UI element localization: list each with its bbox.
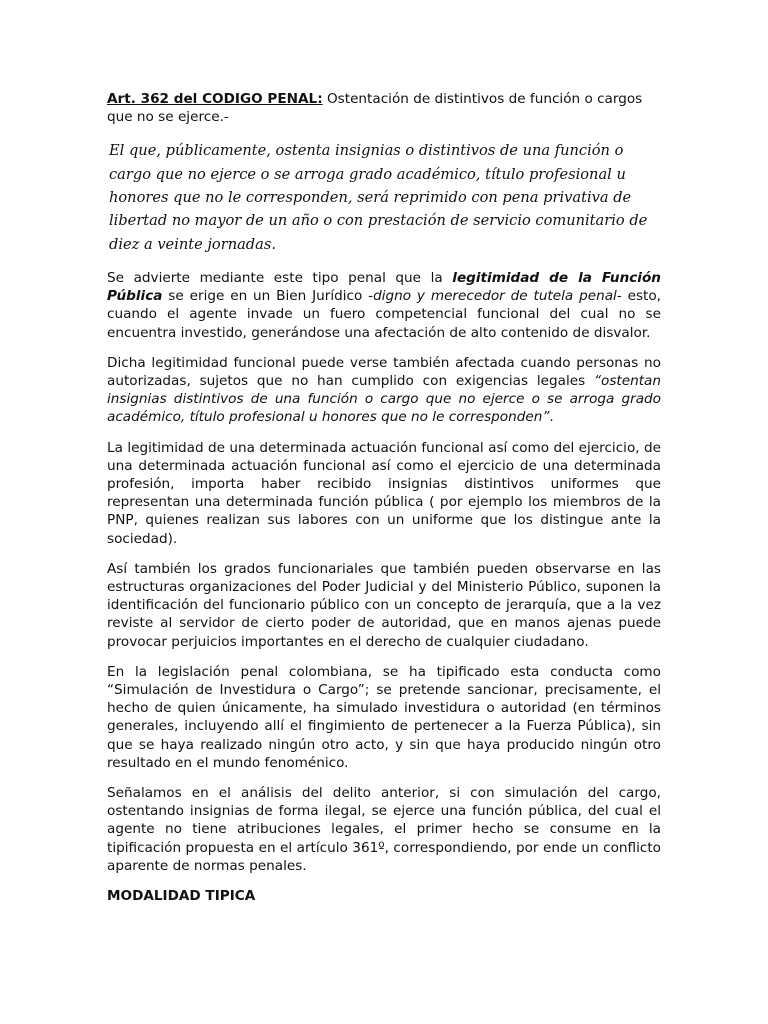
paragraph-1 <box>107 269 661 342</box>
article-title: Ostentación de distintivos de función o cargos que no se ejerce.- <box>107 91 643 126</box>
paragraph-1-text-b: se erige en un Bien Jurídico - <box>162 288 374 305</box>
paragraph-5: En la legislación penal colombiana, se ha tipificado esta conducta como “Simulación de Investidura o Cargo”; se pretende sancionar, precisamente, el hecho de quien únicamente, ha simulado investidura o autoridad (en términos generales, incluyendo allí el fingimiento de pertenecer a la Fuerza Pública), sin que se haya realizado ningún otro acto, y sin que haya producido ningún otro resultado en el mundo fenoménico. <box>107 663 661 771</box>
paragraph-2-text-b: . <box>549 409 554 426</box>
section-title: MODALIDAD TIPICA <box>107 887 256 904</box>
paragraph-1-italic: digno y merecedor de tutela penal <box>373 288 617 305</box>
paragraph-2-italic-quote: “ostentan insignias distintivos de una función o cargo que no ejerce o se arroga grado académico, título profesional u honores que no le corresponden” <box>107 372 661 426</box>
legal-quote: El que, públicamente, ostenta insignias o distintivos de una función o cargo que no ejerce o se arroga grado académico, título profesional u honores que no le corresponden, será reprimido con pena privativa de libertad no mayor de un año o con prestación de servicio comunitario de diez a veinte jornadas. <box>109 142 648 253</box>
paragraph-2 <box>107 354 661 427</box>
paragraph-2-text-a: Dicha legitimidad funcional puede verse también afectada cuando personas no autorizadas, sujetos que no han cumplido con exigencias legales <box>107 354 661 389</box>
article-reference: Art. 362 del CODIGO PENAL: <box>107 91 323 107</box>
paragraph-4: Así también los grados funcionariales que también pueden observarse en las estructuras organizaciones del Poder Judicial y del Ministerio Público, suponen la identificación del funcionario público con un concepto de jerarquía, que a la vez reviste al servidor de cierto poder de autoridad, que en manos ajenas puede provocar perjuicios importantes en el derecho de cualquier ciudadano. <box>107 560 661 650</box>
paragraph-6: Señalamos en el análisis del delito anterior, si con simulación del cargo, ostentando insignias de forma ilegal, se ejerce una función pública, del cual el agente no tiene atribuciones legales, el primer hecho se consume en la tipificación propuesta en el artículo 361º, correspondiendo, por ende un conflicto aparente de normas penales. <box>107 784 661 874</box>
paragraph-1-emphasis: legitimidad de la Función Pública <box>107 269 661 305</box>
paragraph-1-text-c: - esto, cuando el agente invade un fuero competencial funcional del cual no se encuentra investido, generándose una afectación de alto contenido de disvalor. <box>107 288 661 341</box>
paragraph-3: La legitimidad de una determinada actuación funcional así como del ejercicio, de una determinada actuación funcional así como el ejercicio de una determinada profesión, importa haber recibido insignias distintivos uniformes que representan una determinada función pública ( por ejemplo los miembros de la PNP, quienes realizan sus labores con un uniforme que los distingue ante la sociedad). <box>107 439 661 547</box>
paragraph-1-text-a: Se advierte mediante este tipo penal que la <box>107 269 453 286</box>
article-heading <box>107 90 661 126</box>
document-page <box>107 90 661 905</box>
